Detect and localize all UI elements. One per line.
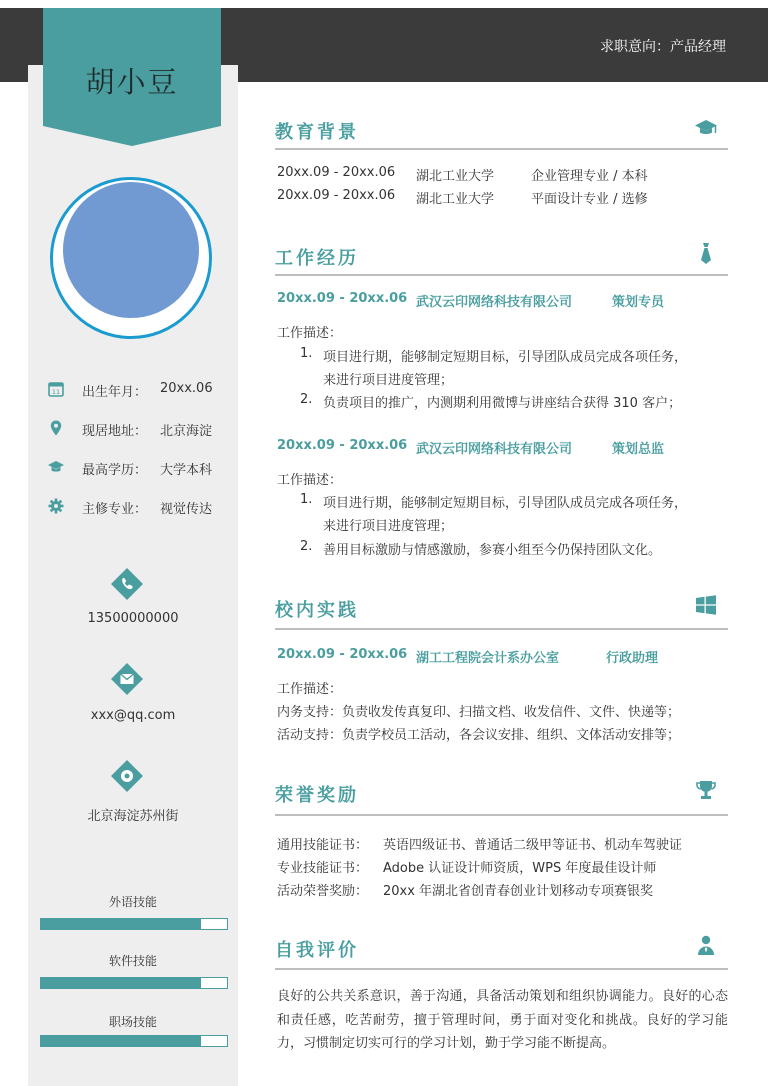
map-pin-icon [110, 759, 144, 793]
campus-org: 湖工工程院会计系办公室 [416, 651, 560, 666]
honor-value: Adobe 认证设计师资质，WPS 年度最佳设计师 [383, 861, 657, 876]
education-school: 湖北工业大学 [416, 169, 495, 184]
info-value: 20xx.06 [160, 381, 213, 396]
windows-icon [694, 593, 718, 617]
education-school: 湖北工业大学 [416, 192, 495, 207]
phone-icon [110, 567, 144, 601]
job-period: 20xx.09 - 20xx.06 [277, 438, 408, 453]
calendar-icon [47, 380, 65, 398]
skill-bar-software [40, 977, 228, 989]
job-item [300, 492, 688, 511]
location-icon [47, 419, 65, 437]
campus-desc-label: 工作描述： [277, 682, 343, 697]
job-item [300, 392, 682, 411]
campus-role: 行政助理 [606, 651, 659, 666]
job-intent: 求职意向：产品经理 [600, 39, 726, 55]
job-item-number: 1. [300, 346, 313, 361]
job-header [277, 438, 665, 457]
section-divider [275, 968, 728, 970]
honor-label: 专业技能证书： [277, 861, 369, 876]
job-header [277, 291, 665, 310]
info-label: 出生年月： [82, 385, 148, 400]
section-title-campus: 校内实践 [275, 600, 359, 621]
person-icon [694, 933, 718, 957]
education-major: 企业管理专业 / 本科 [531, 169, 648, 184]
section-divider [275, 274, 728, 276]
honor-row [277, 857, 657, 876]
education-period: 20xx.09 - 20xx.06 [277, 165, 396, 180]
name-banner [43, 8, 221, 146]
job-item [300, 346, 688, 365]
skill-name: 外语技能 [108, 895, 157, 909]
skill-name: 职场技能 [108, 1015, 157, 1029]
contact-email: xxx@qq.com [90, 708, 176, 723]
section-divider [275, 814, 728, 816]
graduation-cap-icon [47, 458, 65, 476]
campus-period: 20xx.09 - 20xx.06 [277, 647, 408, 662]
section-title-work: 工作经历 [275, 248, 359, 269]
info-label: 现居地址： [82, 424, 148, 439]
contact-phone: 13500000000 [87, 611, 179, 626]
honor-label: 活动荣誉奖励： [277, 884, 369, 899]
job-role: 策划专员 [612, 295, 665, 310]
job-role: 策划总监 [612, 442, 665, 457]
honor-value: 20xx 年湖北省创青春创业计划移动专项赛银奖 [383, 884, 654, 899]
job-item-number: 1. [300, 492, 313, 507]
email-icon [110, 662, 144, 696]
job-company: 武汉云印网络科技有限公司 [416, 295, 573, 310]
info-label: 最高学历： [82, 463, 148, 478]
self-evaluation-text: 良好的公共关系意识，善于沟通，具备活动策划和组织协调能力。良好的心态和责任感，吃苦耐劳，擅于管理时间，勇于面对变化和挑战。良好的学习能力，习惯制定切实可行的学习计划，勤于学习能不断提高。 [277, 989, 728, 1051]
job-item-continuation: 来进行项目进度管理； [323, 373, 454, 388]
honor-row [277, 834, 683, 853]
tie-icon [694, 241, 718, 265]
info-value: 北京海淀 [160, 424, 213, 439]
trophy-icon [694, 778, 718, 802]
skill-bar-foreign-language [40, 918, 228, 930]
job-item-number: 2. [300, 539, 313, 554]
campus-header [277, 647, 659, 666]
skill-bar-fill [41, 919, 201, 929]
honor-row [277, 880, 654, 899]
skill-bar-workplace [40, 1035, 228, 1047]
section-title-education: 教育背景 [275, 122, 359, 143]
section-title-honors: 荣誉奖励 [275, 785, 359, 806]
contact-address: 北京海淀苏州街 [87, 809, 179, 824]
job-item-text: 项目进行期，能够制定短期目标，引导团队成员完成各项任务， [323, 350, 688, 365]
section-title-self-eval: 自我评价 [275, 940, 359, 961]
info-value: 视觉传达 [160, 502, 213, 517]
campus-line: 活动支持：负责学校员工活动，各会议安排、组织、文体活动安排等； [277, 728, 681, 743]
job-item-text: 善用目标激励与情感激励，参赛小组至今仍保持团队文化。 [323, 543, 662, 558]
job-item-text: 负责项目的推广，内测期利用微博与讲座结合获得 310 客户； [323, 396, 682, 411]
job-company: 武汉云印网络科技有限公司 [416, 442, 573, 457]
education-row [277, 165, 648, 184]
job-desc-label: 工作描述： [277, 326, 343, 341]
campus-line: 内务支持：负责收发传真复印、扫描文档、收发信件、文件、快递等； [277, 705, 681, 720]
info-value: 大学本科 [160, 463, 213, 478]
job-item-text: 项目进行期，能够制定短期目标，引导团队成员完成各项任务， [323, 496, 688, 511]
job-item-continuation: 来进行项目进度管理； [323, 519, 454, 534]
job-item-number: 2. [300, 392, 313, 407]
graduation-cap-icon [694, 116, 718, 140]
honor-label: 通用技能证书： [277, 838, 369, 853]
education-period: 20xx.09 - 20xx.06 [277, 188, 396, 203]
education-major: 平面设计专业 / 选修 [531, 192, 648, 207]
section-divider [275, 628, 728, 630]
info-label: 主修专业： [82, 502, 148, 517]
skill-bar-fill [41, 1036, 201, 1046]
skill-bar-fill [41, 978, 201, 988]
candidate-name: 胡小豆 [85, 65, 179, 99]
education-row [277, 188, 648, 207]
job-desc-label: 工作描述： [277, 473, 343, 488]
honor-value: 英语四级证书、普通话二级甲等证书、机动车驾驶证 [383, 838, 683, 853]
job-item [300, 539, 662, 558]
avatar [63, 182, 199, 318]
job-period: 20xx.09 - 20xx.06 [277, 291, 408, 306]
skill-name: 软件技能 [108, 954, 157, 968]
section-divider [275, 148, 728, 150]
svg-text:11: 11 [51, 388, 61, 396]
gear-icon [47, 497, 65, 515]
